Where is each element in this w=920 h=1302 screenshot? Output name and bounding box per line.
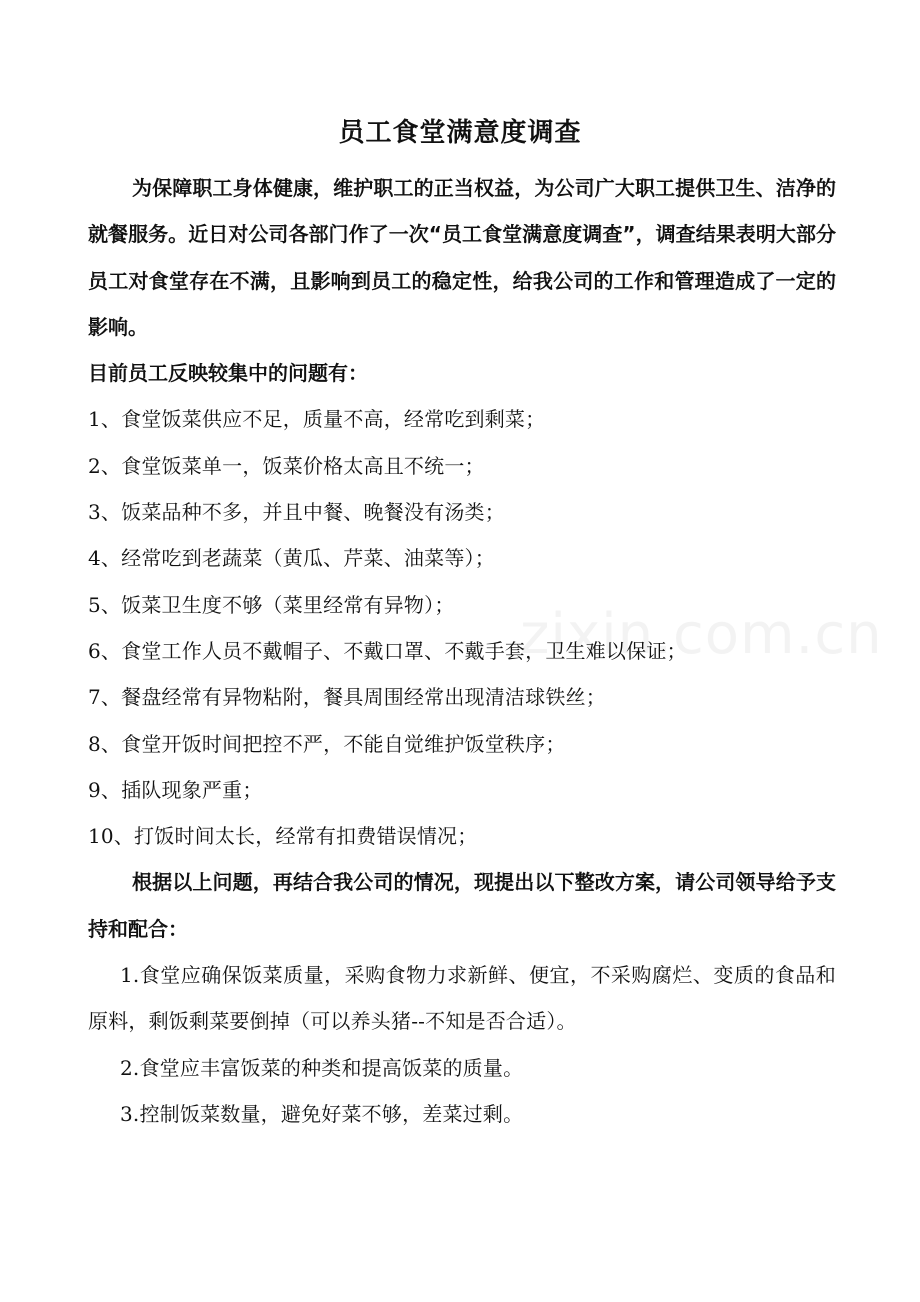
proposal-intro: 根据以上问题，再结合我公司的情况，现提出以下整改方案，请公司领导给予支持和配合： <box>88 870 836 941</box>
issues-heading: 目前员工反映较集中的问题有： <box>88 361 368 386</box>
issue-item: 10、打饭时间太长，经常有扣费错误情况； <box>88 824 478 849</box>
proposal-item: 1.食堂应确保饭菜质量，采购食物力求新鲜、便宜，不采购腐烂、变质的食品和原料，剩饭剩菜要倒掉（可以养头猪--不知是否合适）。 <box>88 963 836 1034</box>
issue-item: 4、经常吃到老蔬菜（黄瓜、芹菜、油菜等）； <box>88 546 495 571</box>
issue-item: 3、饭菜品种不多，并且中餐、晚餐没有汤类； <box>88 500 505 525</box>
issues-list <box>88 396 836 859</box>
issue-item: 9、插队现象严重； <box>88 777 263 802</box>
proposal-item: 3.控制饭菜数量，避免好菜不够，差菜过剩。 <box>120 1101 524 1126</box>
issue-item: 7、餐盘经常有异物粘附，餐具周围经常出现清洁球铁丝； <box>88 685 606 710</box>
issue-item: 5、饭菜卫生度不够（菜里经常有异物）； <box>88 592 455 617</box>
watermark: zixin.com.cn <box>520 602 883 667</box>
document-title: 员工食堂满意度调查 <box>338 118 582 148</box>
proposals-list <box>88 952 836 1137</box>
issue-item: 2、食堂饭菜单一，饭菜价格太高且不统一； <box>88 453 485 478</box>
document-body <box>88 165 836 1137</box>
issue-item: 6、食堂工作人员不戴帽子、不戴口罩、不戴手套，卫生难以保证； <box>88 638 687 663</box>
issue-item: 1、食堂饭菜供应不足，质量不高，经常吃到剩菜； <box>88 407 546 432</box>
issue-item: 8、食堂开饭时间把控不严，不能自觉维护饭堂秩序； <box>88 731 566 756</box>
intro-paragraph: 为保障职工身体健康，维护职工的正当权益，为公司广大职工提供卫生、洁净的就餐服务。近日对公司各部门作了一次“员工食堂满意度调查”，调查结果表明大部分员工对食堂存在不满，且影响到员工的稳定性，给我公司的工作和管理造成了一定的影响。 <box>88 176 836 339</box>
proposal-item: 2.食堂应丰富饭菜的种类和提高饭菜的质量。 <box>120 1055 524 1080</box>
